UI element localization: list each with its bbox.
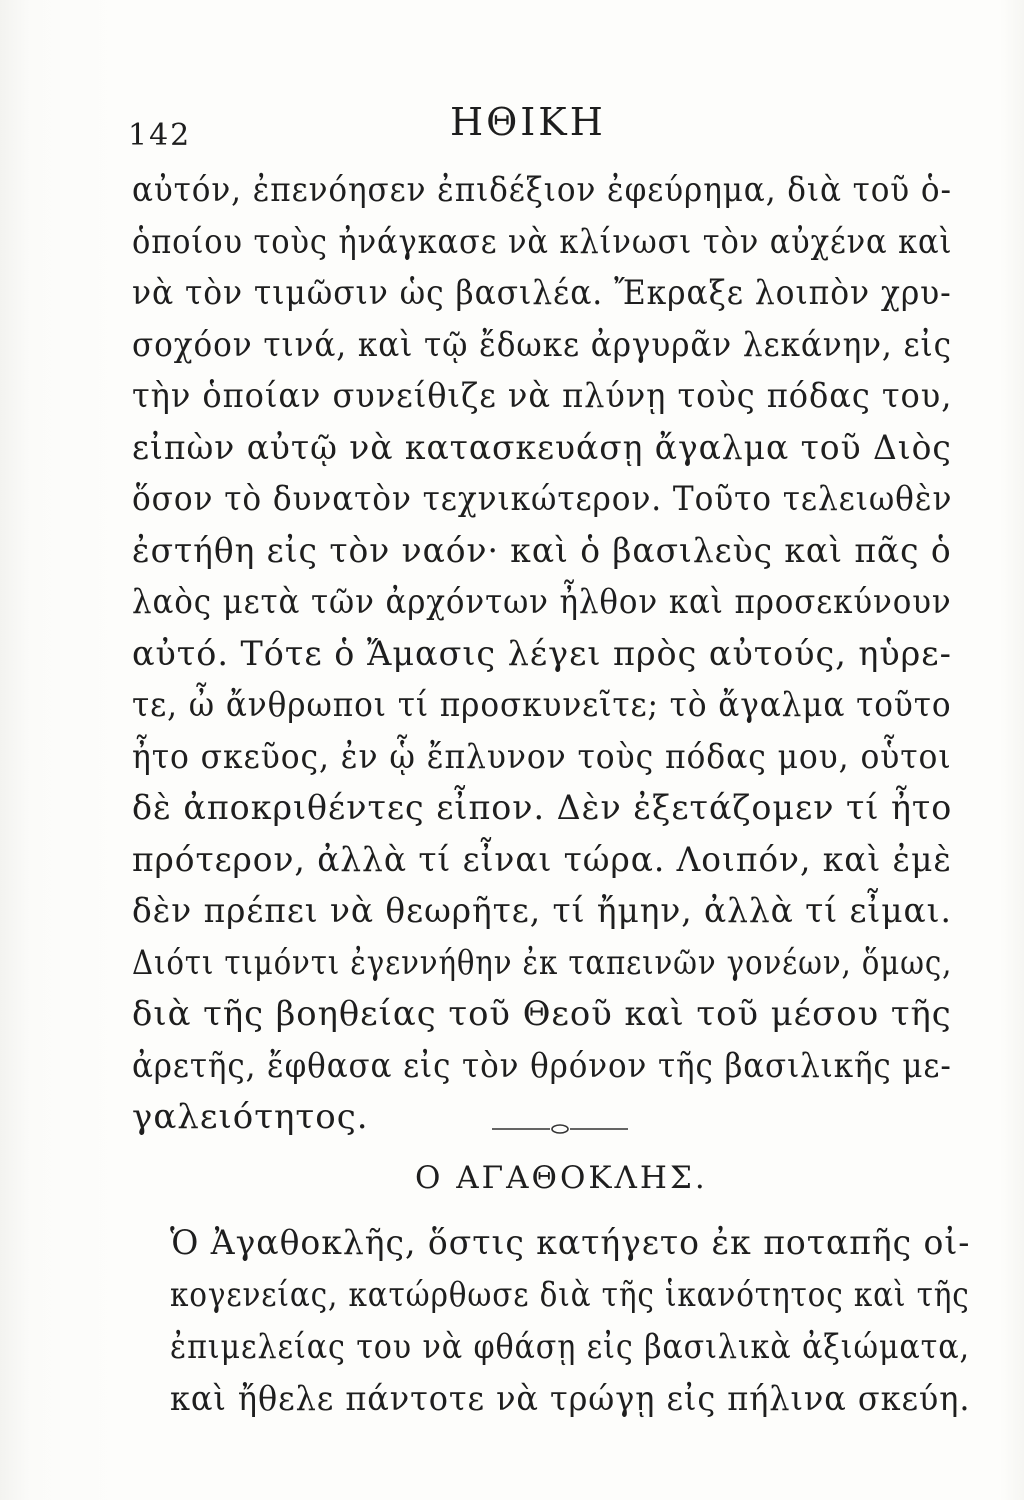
- body-text: [132, 165, 952, 1144]
- section-text: [170, 1217, 970, 1425]
- text-line: δὲν πρέπει νὰ θεωρῆτε, τί ἤμην, ἀλλὰ τί εἶμαι.: [132, 891, 952, 931]
- page-number: 142: [128, 118, 192, 153]
- text-line: κογενείας, κατώρθωσε διὰ τῆς ἱκανότητος καὶ τῆς: [170, 1275, 970, 1315]
- section-title: Ο ΑΓΑΘΟΚΛΗΣ.: [415, 1160, 708, 1196]
- text-line: λαὸς μετὰ τῶν ἀρχόντων ἦλθον καὶ προσεκύνουν: [132, 582, 952, 622]
- text-line: αὐτόν, ἐπενόησεν ἐπιδέξιον ἐφεύρημα, διὰ τοῦ ὁ-: [132, 170, 952, 210]
- running-title: ΗΘΙΚΗ: [450, 100, 606, 144]
- text-line: καὶ ἤθελε πάντοτε νὰ τρώγῃ εἰς πήλινα σκεύη.: [170, 1379, 971, 1419]
- text-line: εἰπὼν αὐτῷ νὰ κατασκευάσῃ ἄγαλμα τοῦ Διὸς: [132, 427, 952, 468]
- text-line: τὴν ὁποίαν συνείθιζε νὰ πλύνῃ τοὺς πόδας του,: [132, 376, 953, 416]
- section-divider-ornament: [490, 1122, 630, 1136]
- text-line: ἦτο σκεῦος, ἐν ᾧ ἔπλυνον τοὺς πόδας μου, οὗτοι: [132, 736, 952, 777]
- text-line: ἀρετῆς, ἔφθασα εἰς τὸν θρόνον τῆς βασιλικῆς με-: [132, 1045, 952, 1086]
- text-line: διὰ τῆς βοηθείας τοῦ Θεοῦ καὶ τοῦ μέσου τῆς: [132, 994, 952, 1034]
- text-line: Διότι τιμόντι ἐγεννήθην ἐκ ταπεινῶν γονέων, ὅμως,: [132, 942, 953, 983]
- text-line: Ὁ Ἀγαθοκλῆς, ὅστις κατήγετο ἐκ ποταπῆς οἰ-: [170, 1223, 971, 1263]
- text-line: νὰ τὸν τιμῶσιν ὡς βασιλέα. Ἔκραξε λοιπὸν χρυ-: [132, 273, 952, 313]
- page-header: [128, 98, 948, 158]
- text-line: σοχόον τινά, καὶ τῷ ἔδωκε ἀργυρᾶν λεκάνην, εἰς: [132, 324, 952, 365]
- text-line: γαλειότητος.: [132, 1097, 369, 1137]
- text-line: ὅσον τὸ δυνατὸν τεχνικώτερον. Τοῦτο τελειωθὲν: [132, 479, 953, 519]
- text-line: ἐστήθη εἰς τὸν ναόν· καὶ ὁ βασιλεὺς καὶ πᾶς ὁ: [132, 530, 952, 571]
- text-line: πρότερον, ἀλλὰ τί εἶναι τώρα. Λοιπόν, καὶ ἐμὲ: [132, 839, 952, 880]
- text-line: δὲ ἀποκριθέντες εἶπον. Δὲν ἐξετάζομεν τί ἦτο: [132, 788, 953, 828]
- text-line: αὐτό. Τότε ὁ Ἄμασις λέγει πρὸς αὐτούς, ηὑρε-: [132, 633, 952, 674]
- text-line: ἐπιμελείας του νὰ φθάσῃ εἰς βασιλικὰ ἀξιώματα,: [170, 1327, 970, 1367]
- text-line: τε, ὦ ἄνθρωποι τί προσκυνεῖτε; τὸ ἄγαλμα τοῦτο: [132, 685, 952, 725]
- text-line: ὁποίου τοὺς ἠνάγκασε νὰ κλίνωσι τὸν αὐχένα καὶ: [132, 221, 953, 262]
